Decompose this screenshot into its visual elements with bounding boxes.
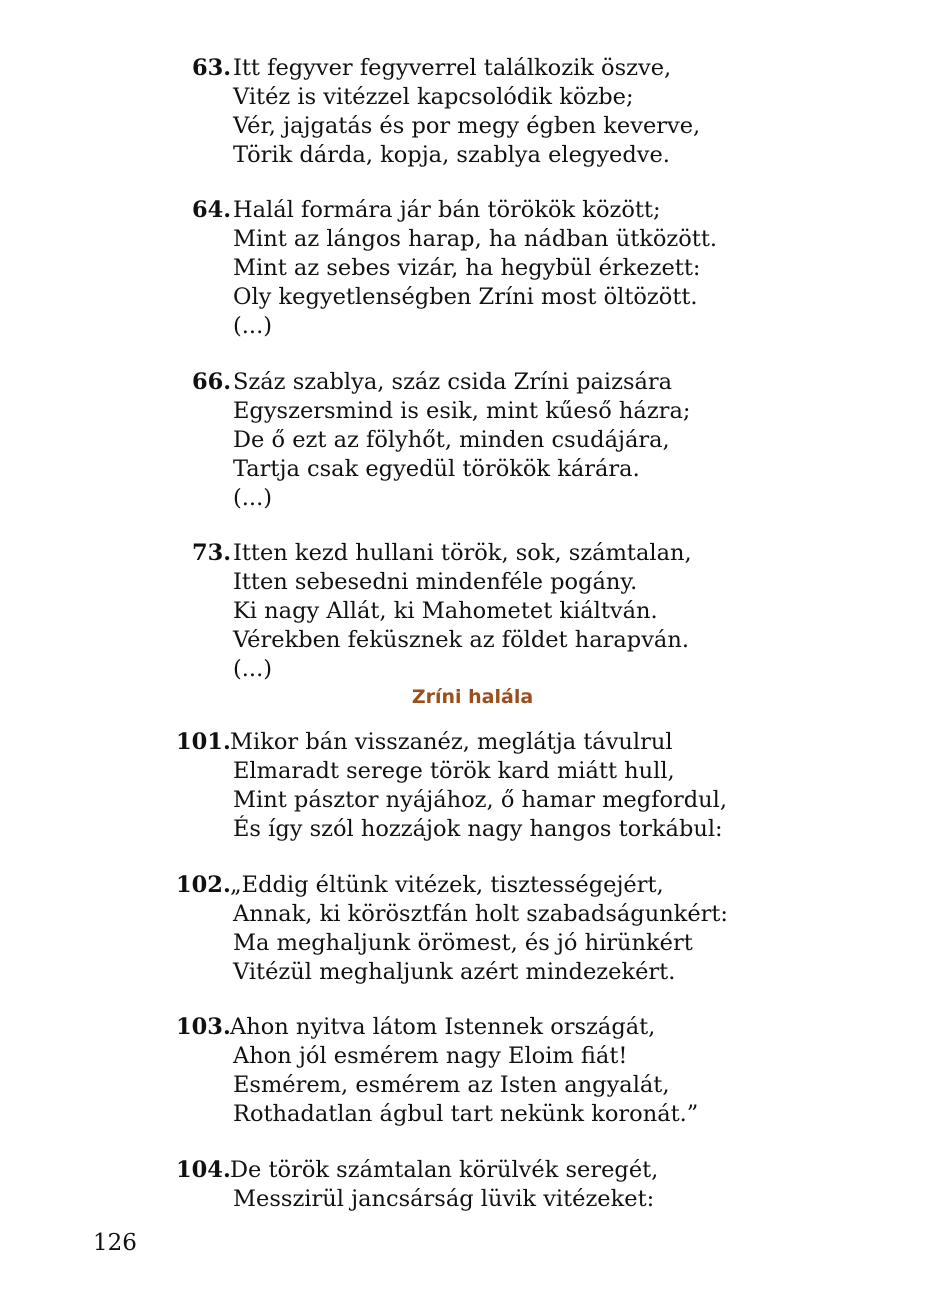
poem-line: [0, 426, 700, 455]
poem-line: [0, 568, 700, 597]
poem-line: [0, 1071, 700, 1100]
stanza-64: [0, 196, 718, 341]
ellipsis: (...): [233, 313, 273, 339]
line-text: Annak, ki körösztfán holt szabadságunkért:: [233, 901, 729, 927]
stanza-104: [0, 1156, 700, 1214]
line-text: Itten kezd hullani török, sok, számtalan,: [233, 540, 692, 566]
line-text: Rothadatlan ágbul tart nekünk koronát.”: [233, 1101, 699, 1127]
stanza-number: 66.: [192, 369, 232, 395]
poem-line: [0, 254, 700, 283]
stanza-101: [0, 728, 728, 844]
stanza-number: 102.: [176, 872, 231, 898]
poem-line: [0, 196, 700, 225]
stanza-103: [0, 1013, 700, 1129]
poem-line: [0, 1156, 700, 1185]
stanza-number: 104.: [176, 1157, 231, 1183]
ellipsis: (...): [233, 656, 273, 682]
poem-line: [0, 655, 700, 684]
poem-line: [0, 958, 700, 987]
poem-line: [0, 1185, 700, 1214]
poem-line: [0, 871, 700, 900]
poem-line: [0, 455, 700, 484]
line-text: Ki nagy Allát, ki Mahometet kiáltván.: [233, 598, 658, 624]
line-text: Oly kegyetlenségben Zríni most öltözött.: [233, 284, 698, 310]
line-text: Vitéz is vitézzel kapcsolódik közbe;: [233, 84, 634, 110]
poem-line: [0, 141, 700, 170]
poem-line: [0, 54, 700, 83]
poem-line: [0, 900, 729, 929]
stanza-number: 63.: [192, 55, 232, 81]
poem-line: [0, 786, 728, 815]
poem-line: [0, 539, 700, 568]
poem-line: [0, 1042, 700, 1071]
line-text: Vitézül meghaljunk azért mindezekért.: [233, 959, 676, 985]
line-text: Elmaradt serege török kard miátt hull,: [233, 758, 675, 784]
line-text: Törik dárda, kopja, szablya elegyedve.: [233, 142, 670, 168]
line-text: Vér, jajgatás és por megy égben keverve,: [233, 113, 701, 139]
poem-line: [0, 929, 700, 958]
line-text: Száz szablya, száz csida Zríni paizsára: [233, 369, 673, 395]
line-text: „Eddig éltünk vitézek, tisztességejért,: [230, 872, 664, 898]
poem-line: [0, 757, 700, 786]
poem-line: [0, 112, 700, 141]
poem-line: [0, 1100, 700, 1129]
poem-line: [0, 1013, 700, 1042]
poem-line: [0, 397, 700, 426]
page-number: 126: [93, 1230, 137, 1256]
line-text: Tartja csak egyedül törökök kárára.: [233, 456, 640, 482]
poem-line: [0, 815, 723, 844]
poem-line: [0, 83, 700, 112]
line-text: Vérekben feküsznek az földet harapván.: [233, 627, 689, 653]
line-text: Ahon jól esmérem nagy Eloim fiát!: [233, 1043, 628, 1069]
poem-line: [0, 312, 700, 341]
line-text: Halál formára jár bán törökök között;: [233, 197, 661, 223]
poem-line: [0, 597, 700, 626]
line-text: Mint az sebes vizár, ha hegybül érkezett:: [233, 255, 701, 281]
line-text: Egyszersmind is esik, mint kűeső házra;: [233, 398, 691, 424]
line-text: Ahon nyitva látom Istennek országát,: [230, 1014, 656, 1040]
stanza-number: 103.: [176, 1014, 231, 1040]
stanza-number: 64.: [192, 197, 232, 223]
stanza-73: [0, 539, 700, 684]
line-text: Mint az lángos harap, ha nádban ütközött.: [233, 226, 718, 252]
line-text: Mint pásztor nyájához, ő hamar megfordul,: [233, 787, 728, 813]
line-text: De ő ezt az fölyhőt, minden csudájára,: [233, 427, 670, 453]
line-text: Esmérem, esmérem az Isten angyalát,: [233, 1072, 670, 1098]
stanza-63: [0, 54, 700, 170]
ellipsis: (...): [233, 485, 273, 511]
line-text: És így szól hozzájok nagy hangos torkábul:: [233, 816, 723, 842]
stanza-number: 101.: [176, 729, 231, 755]
section-title: Zríni halála: [411, 686, 534, 708]
poem-line: [0, 484, 700, 513]
stanza-66: [0, 368, 700, 513]
poem-line: [0, 728, 700, 757]
poem-line: [0, 626, 700, 655]
line-text: De török számtalan körülvék seregét,: [230, 1157, 659, 1183]
line-text: Itt fegyver fegyverrel találkozik öszve,: [233, 55, 672, 81]
stanza-number: 73.: [192, 540, 232, 566]
poem-line: [0, 225, 718, 254]
poem-line: [0, 283, 700, 312]
line-text: Messzirül jancsárság lüvik vitézeket:: [233, 1186, 655, 1212]
line-text: Ma meghaljunk örömest, és jó hirünkért: [233, 930, 693, 956]
line-text: Itten sebesedni mindenféle pogány.: [233, 569, 638, 595]
poem-line: [0, 368, 700, 397]
stanza-102: [0, 871, 729, 987]
line-text: Mikor bán visszanéz, meglátja távulrul: [230, 729, 673, 755]
